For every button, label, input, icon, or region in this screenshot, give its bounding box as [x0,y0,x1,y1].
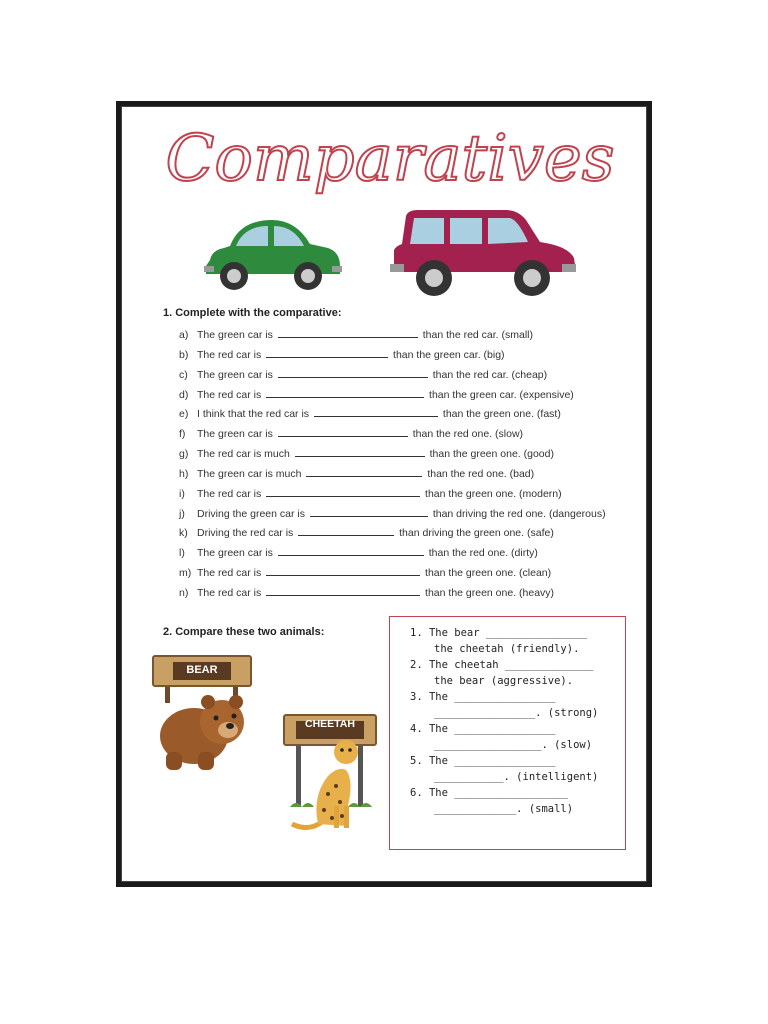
answer-blank[interactable] [314,406,438,417]
title-text: Comparatives [165,122,615,196]
answer-blank[interactable] [306,466,422,477]
answer-blank[interactable] [295,446,425,457]
exercise-item [179,524,639,544]
item-text-after: than the green car. (big) [393,348,505,361]
answer-line1[interactable]: The __________________ [428,787,569,799]
item-letter: f) [179,428,186,441]
answer-blank[interactable] [278,327,418,338]
item-text-after: than the green one. (good) [429,448,554,461]
exercise-item [179,584,639,604]
exercise1-list [179,326,639,604]
answer-item [410,689,622,721]
answer-line2[interactable]: the cheetah (friendly). [434,643,580,655]
answer-number: 5. [410,755,423,767]
exercise-item [179,564,639,584]
answer-line2[interactable]: ___________. (intelligent) [434,771,599,783]
answer-blank[interactable] [278,426,408,437]
item-text-before: The red car is [197,348,262,361]
exercise-item [179,366,639,386]
answer-blank[interactable] [266,565,420,576]
item-text-before: The red car is much [197,448,290,461]
exercise-item [179,346,639,366]
exercise-item [179,405,639,425]
item-text-after: than driving the green one. (safe) [399,527,554,540]
item-text-before: The green car is [197,547,273,560]
answer-line2[interactable]: _________________. (slow) [434,739,593,751]
answer-blank[interactable] [266,585,420,596]
title-graphic [165,112,615,200]
item-letter: l) [179,547,185,560]
answer-number: 1. [410,627,423,639]
answer-item [410,753,622,785]
exercise-item [179,425,639,445]
answer-item [410,657,622,689]
item-text-after: than the green one. (clean) [425,567,552,580]
item-text-after: than the red one. (dirty) [428,547,538,560]
item-text-before: The green car is much [197,467,302,480]
answer-line2[interactable]: _____________. (small) [434,803,574,815]
answer-item [410,721,622,753]
item-letter: b) [179,348,189,361]
answer-item [410,625,622,657]
item-text-before: Driving the green car is [197,507,305,520]
item-text-before: The red car is [197,388,262,401]
animals-answer-box [389,616,626,850]
item-letter: j) [179,507,185,520]
exercise-item [179,465,639,485]
item-letter: h) [179,467,189,480]
item-letter: a) [179,329,189,341]
bear-image [154,688,250,774]
item-text-before: Driving the red car is [197,527,294,540]
item-text-before: The red car is [197,487,262,500]
section2-heading: 2. Compare these two animals: [163,626,325,638]
item-letter: i) [179,487,185,500]
item-letter: m) [179,567,192,580]
answer-item [410,785,622,817]
red-car-image [388,206,578,302]
section1-heading: 1. Complete with the comparative: [163,307,342,319]
item-text-after: than the green one. (modern) [425,487,562,500]
answer-line2[interactable]: the bear (aggressive). [434,675,574,687]
answer-blank[interactable] [266,387,424,398]
item-letter: c) [179,368,188,381]
answer-line1[interactable]: The cheetah ______________ [428,659,594,671]
item-text-before: The red car is [197,567,262,580]
answer-line1[interactable]: The bear ________________ [428,627,588,639]
answer-blank[interactable] [266,347,388,358]
answer-line1[interactable]: The ________________ [428,755,556,767]
item-text-before: I think that the red car is [197,408,310,421]
item-text-after: than the red car. (cheap) [432,368,548,381]
item-text-after: than the red one. (bad) [427,467,535,480]
exercise-item [179,445,639,465]
answer-list [410,625,622,817]
answer-number: 6. [410,787,423,799]
exercise-item [179,544,639,564]
item-letter: n) [179,586,189,599]
item-letter: d) [179,388,189,401]
answer-blank[interactable] [298,525,394,536]
answer-blank[interactable] [278,545,424,556]
answer-number: 2. [410,659,423,671]
item-text-before: The green car is [197,428,273,441]
item-text-after: than driving the red one. (dangerous) [432,507,606,520]
answer-blank[interactable] [278,367,428,378]
item-text-after: than the red one. (slow) [412,428,524,441]
bear-sign-label: BEAR [186,664,218,676]
exercise-item [179,505,639,525]
item-text-after: than the green car. (expensive) [429,388,574,401]
cheetah-sign-label: CHEETAH [305,718,355,730]
answer-line1[interactable]: The ________________ [428,723,556,735]
answer-number: 4. [410,723,423,735]
answer-blank[interactable] [266,486,420,497]
item-letter: k) [179,527,188,540]
cheetah-image [288,736,364,832]
answer-line2[interactable]: ________________. (strong) [434,707,599,719]
item-text-before: The green car is [197,368,273,381]
item-letter: e) [179,408,189,421]
item-text-after: than the green one. (fast) [442,408,561,421]
answer-number: 3. [410,691,423,703]
exercise-item [179,326,639,346]
exercise-item [179,386,639,406]
worksheet-title [165,112,615,200]
item-text-after: than the green one. (heavy) [425,586,555,599]
answer-line1[interactable]: The ________________ [428,691,556,703]
exercise-item [179,485,639,505]
item-text-before: The red car is [197,586,262,599]
item-text-after: than the red car. (small) [422,329,534,341]
green-car-image [200,214,345,296]
item-text-before: The green car is [197,329,273,341]
answer-blank[interactable] [310,506,428,517]
item-letter: g) [179,448,189,461]
